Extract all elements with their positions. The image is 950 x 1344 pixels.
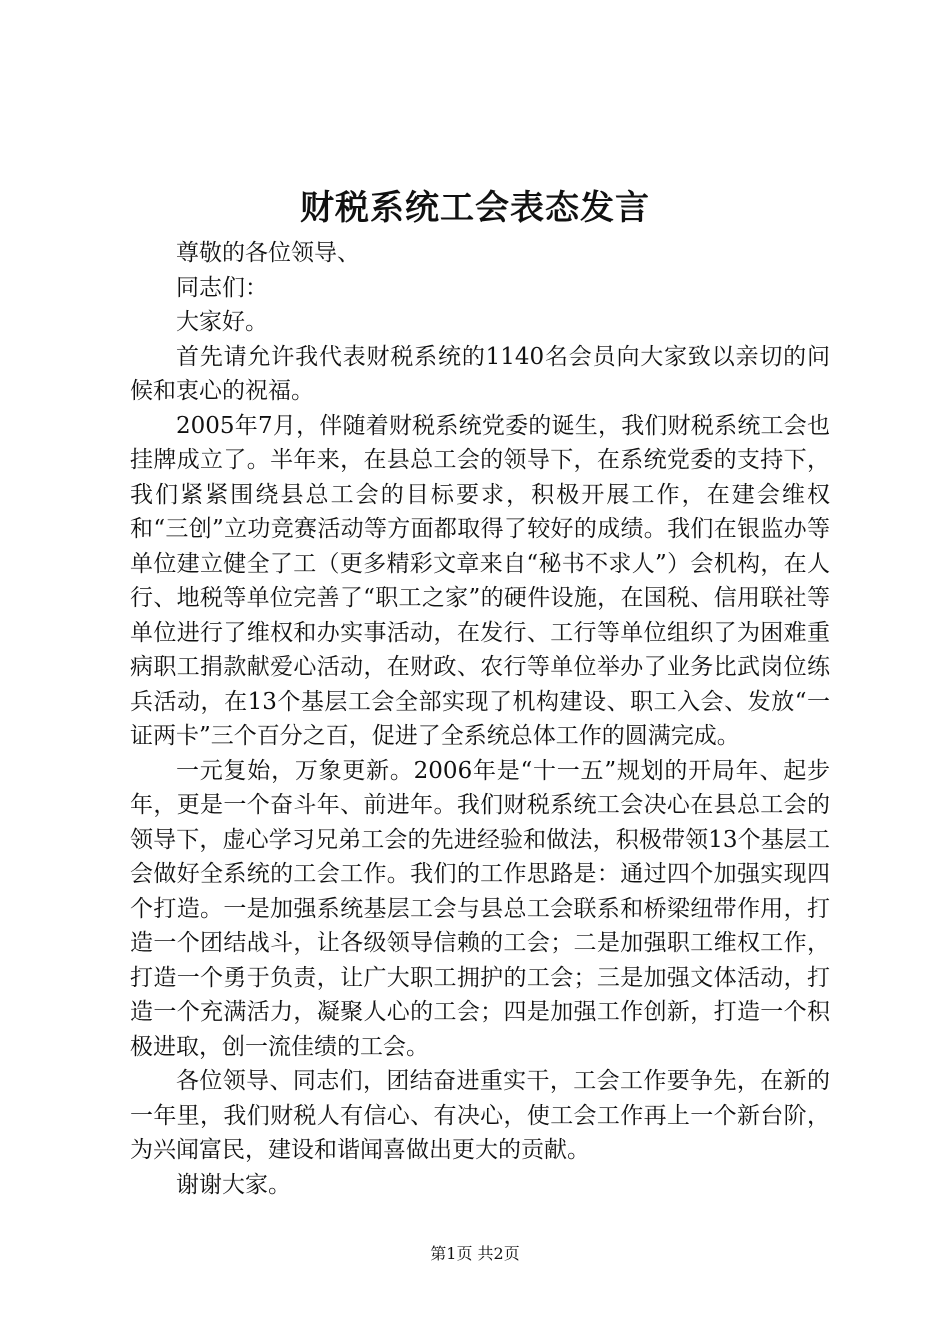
document-body [130,236,830,1202]
paragraph-plans: 一元复始，万象更新。2006年是“十一五”规划的开局年、起步年，更是一个奋斗年、前进年。我们财税系统工会决心在县总工会的领导下，虚心学习兄弟工会的先进经验和做法，积极带领13个基层工会做好全系统的工会工作。我们的工作思路是：通过四个加强实现四个打造。一是加强系统基层工会与县总工会联系和桥梁纽带作用，打造一个团结战斗，让各级领导信赖的工会；二是加强职工维权工作，打造一个勇于负责，让广大职工拥护的工会；三是加强文体活动，打造一个充满活力，凝聚人心的工会；四是加强工作创新，打造一个积极进取，创一流佳绩的工会。 [130,757,830,1060]
greeting: 大家好。 [176,309,268,335]
salutation-line-1: 尊敬的各位领导、 [176,240,360,266]
page-number-footer: 第1页 共2页 [430,1244,520,1263]
paragraph-intro: 首先请允许我代表财税系统的1140名会员向大家致以亲切的问候和衷心的祝福。 [130,343,830,404]
thanks-line: 谢谢大家。 [176,1171,291,1198]
paragraph-closing: 各位领导、同志们，团结奋进重实干，工会工作要争先，在新的一年里，我们财税人有信心、有决心，使工会工作再上一个新台阶，为兴闻富民，建设和谐闻喜做出更大的贡献。 [130,1068,830,1163]
salutation-line-2: 同志们： [176,274,268,301]
document-title: 财税系统工会表态发言 [300,188,650,228]
paragraph-achievements: 2005年7月，伴随着财税系统党委的诞生，我们财税系统工会也挂牌成立了。半年来，在县总工会的领导下，在系统党委的支持下，我们紧紧围绕县总工会的目标要求，积极开展工作，在建会维权和“三创”立功竞赛活动等方面都取得了较好的成绩。我们在银监办等单位建立健全了工（更多精彩文章来自“秘书不求人”）会机构，在人行、地税等单位完善了“职工之家”的硬件设施，在国税、信用联社等单位进行了维权和办实事活动，在发行、工行等单位组织了为困难重病职工捐款献爱心活动，在财政、农行等单位举办了业务比武岗位练兵活动，在13个基层工会全部实现了机构建设、职工入会、发放“一证两卡”三个百分之百，促进了全系统总体工作的圆满完成。 [130,412,830,749]
